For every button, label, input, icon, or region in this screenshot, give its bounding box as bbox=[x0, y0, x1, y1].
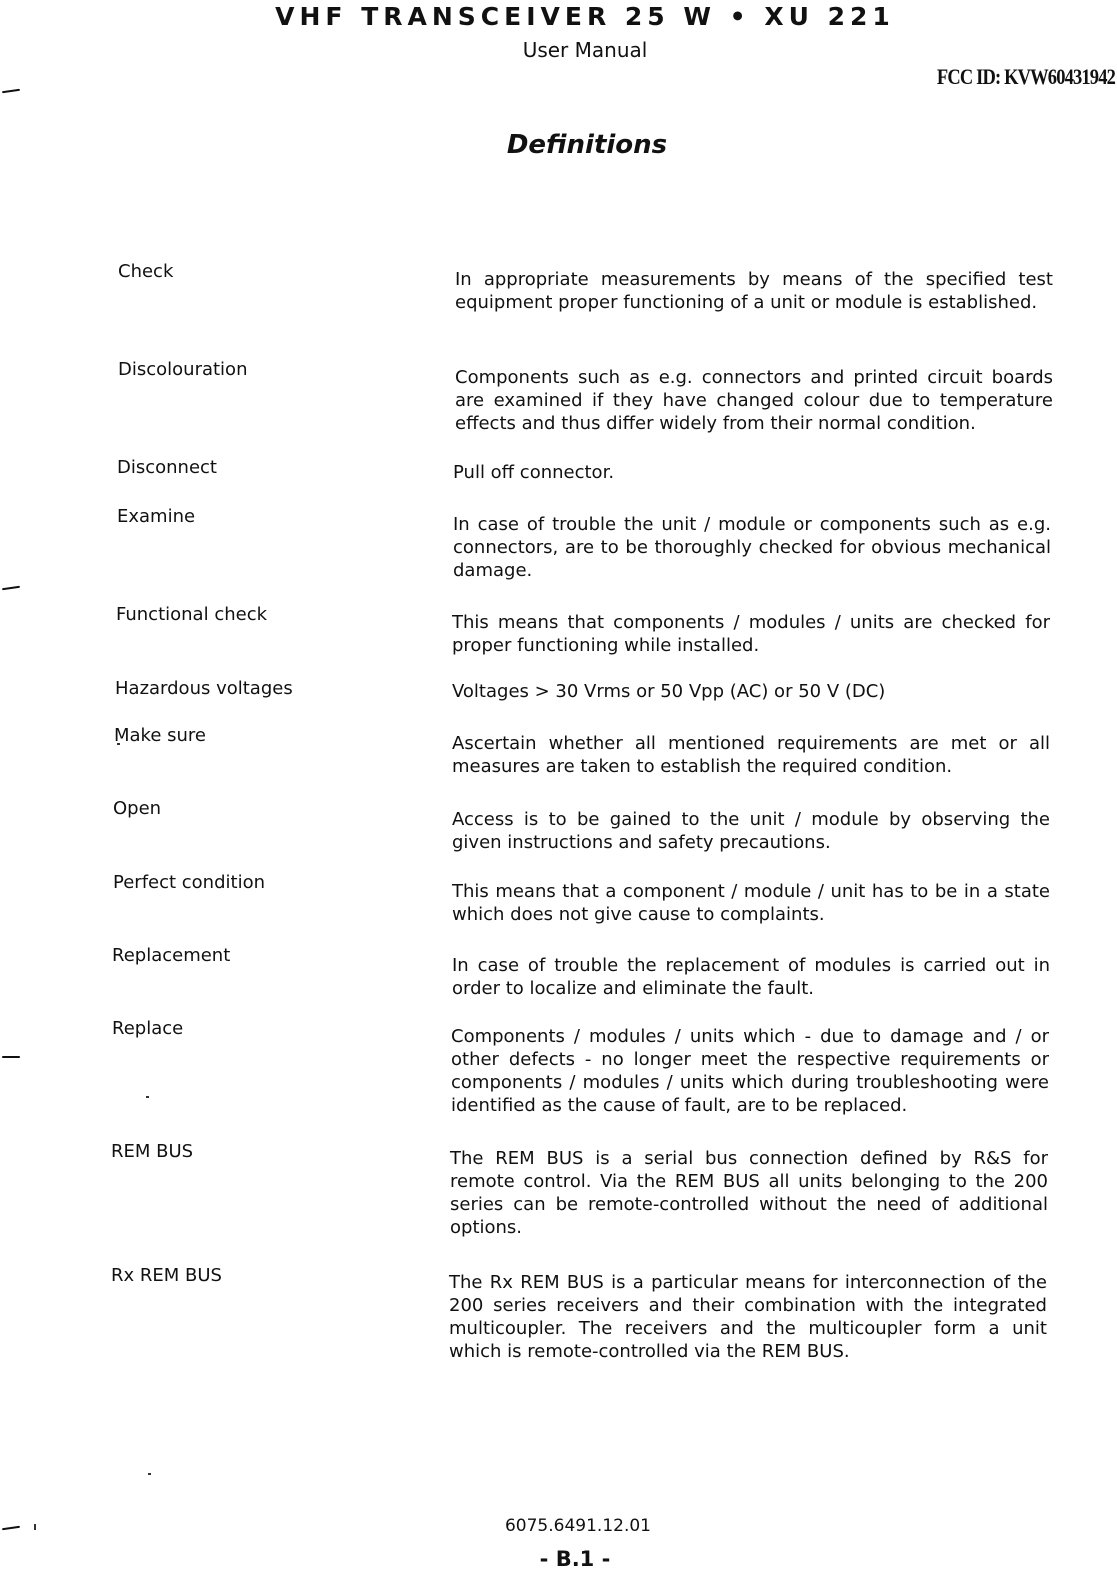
term-examine: Examine bbox=[117, 506, 196, 527]
margin-mark bbox=[2, 1056, 20, 1058]
term-hazardous-voltages: Hazardous voltages bbox=[115, 678, 293, 699]
margin-mark bbox=[2, 89, 20, 93]
definition-rx-rem-bus: The Rx REM BUS is a particular means for interconnection of the 200 series receivers and their combination with the integrated multicoupler. The receivers and the multicoupler form a unit which is remote-controlled via the REM BUS. bbox=[449, 1272, 1047, 1362]
term-rem-bus: REM BUS bbox=[111, 1141, 194, 1162]
term-replace: Replace bbox=[112, 1018, 184, 1039]
definition-examine: In case of trouble the unit / module or components such as e.g. connectors, are to be thoroughly checked for obvious mechanical damage. bbox=[453, 514, 1051, 581]
document-number: 6075.6491.12.01 bbox=[504, 1516, 651, 1536]
term-perfect-condition: Perfect condition bbox=[113, 872, 265, 893]
manual-title: VHF TRANSCEIVER 25 W • XU 221 bbox=[275, 2, 895, 31]
term-discolouration: Discolouration bbox=[118, 359, 248, 380]
term-rx-rem-bus: Rx REM BUS bbox=[111, 1265, 222, 1286]
page-number: - B.1 - bbox=[539, 1547, 611, 1571]
definition-hazardous-voltages: Voltages > 30 Vrms or 50 Vpp (AC) or 50 V (DC) bbox=[452, 681, 886, 702]
term-functional-check: Functional check bbox=[116, 604, 268, 625]
definition-discolouration: Components such as e.g. connectors and printed circuit boards are examined if they have changed colour due to temperature effects and thus differ widely from their normal condition. bbox=[455, 367, 1053, 434]
manual-subtitle: User Manual bbox=[522, 38, 648, 62]
term-open: Open bbox=[113, 798, 162, 819]
term-make-sure: Make sure bbox=[114, 725, 207, 746]
definition-rem-bus: The REM BUS is a serial bus connection defined by R&S for remote control. Via the REM BUS all units belonging to the 200 series can be remote-controlled without the need of additional options. bbox=[450, 1148, 1048, 1238]
fcc-id: FCC ID: KVW60431942 bbox=[936, 64, 1115, 89]
definition-disconnect: Pull off connector. bbox=[453, 462, 615, 483]
term-replacement: Replacement bbox=[112, 945, 231, 966]
definition-replace: Components / modules / units which - due to damage and / or other defects - no longer meet the respective requirements or components / modules / units which during troubleshooting were identified as the cause of fault, are to be replaced. bbox=[451, 1026, 1049, 1116]
definition-make-sure: Ascertain whether all mentioned requirements are met or all measures are taken to establish the required condition. bbox=[452, 733, 1050, 777]
definition-open: Access is to be gained to the unit / module by observing the given instructions and safety precautions. bbox=[452, 809, 1050, 853]
definition-replacement: In case of trouble the replacement of modules is carried out in order to localize and eliminate the fault. bbox=[452, 955, 1050, 999]
term-check: Check bbox=[118, 261, 174, 282]
section-title: Definitions bbox=[506, 130, 668, 160]
scan-speck bbox=[146, 1096, 149, 1098]
term-disconnect: Disconnect bbox=[117, 457, 217, 478]
margin-mark bbox=[2, 586, 20, 590]
definition-functional-check: This means that components / modules / units are checked for proper functioning while installed. bbox=[452, 612, 1050, 656]
definition-check: In appropriate measurements by means of the specified test equipment proper functioning of a unit or module is established. bbox=[455, 269, 1053, 313]
scan-speck bbox=[148, 1473, 151, 1475]
definition-perfect-condition: This means that a component / module / unit has to be in a state which does not give cause to complaints. bbox=[452, 881, 1050, 925]
